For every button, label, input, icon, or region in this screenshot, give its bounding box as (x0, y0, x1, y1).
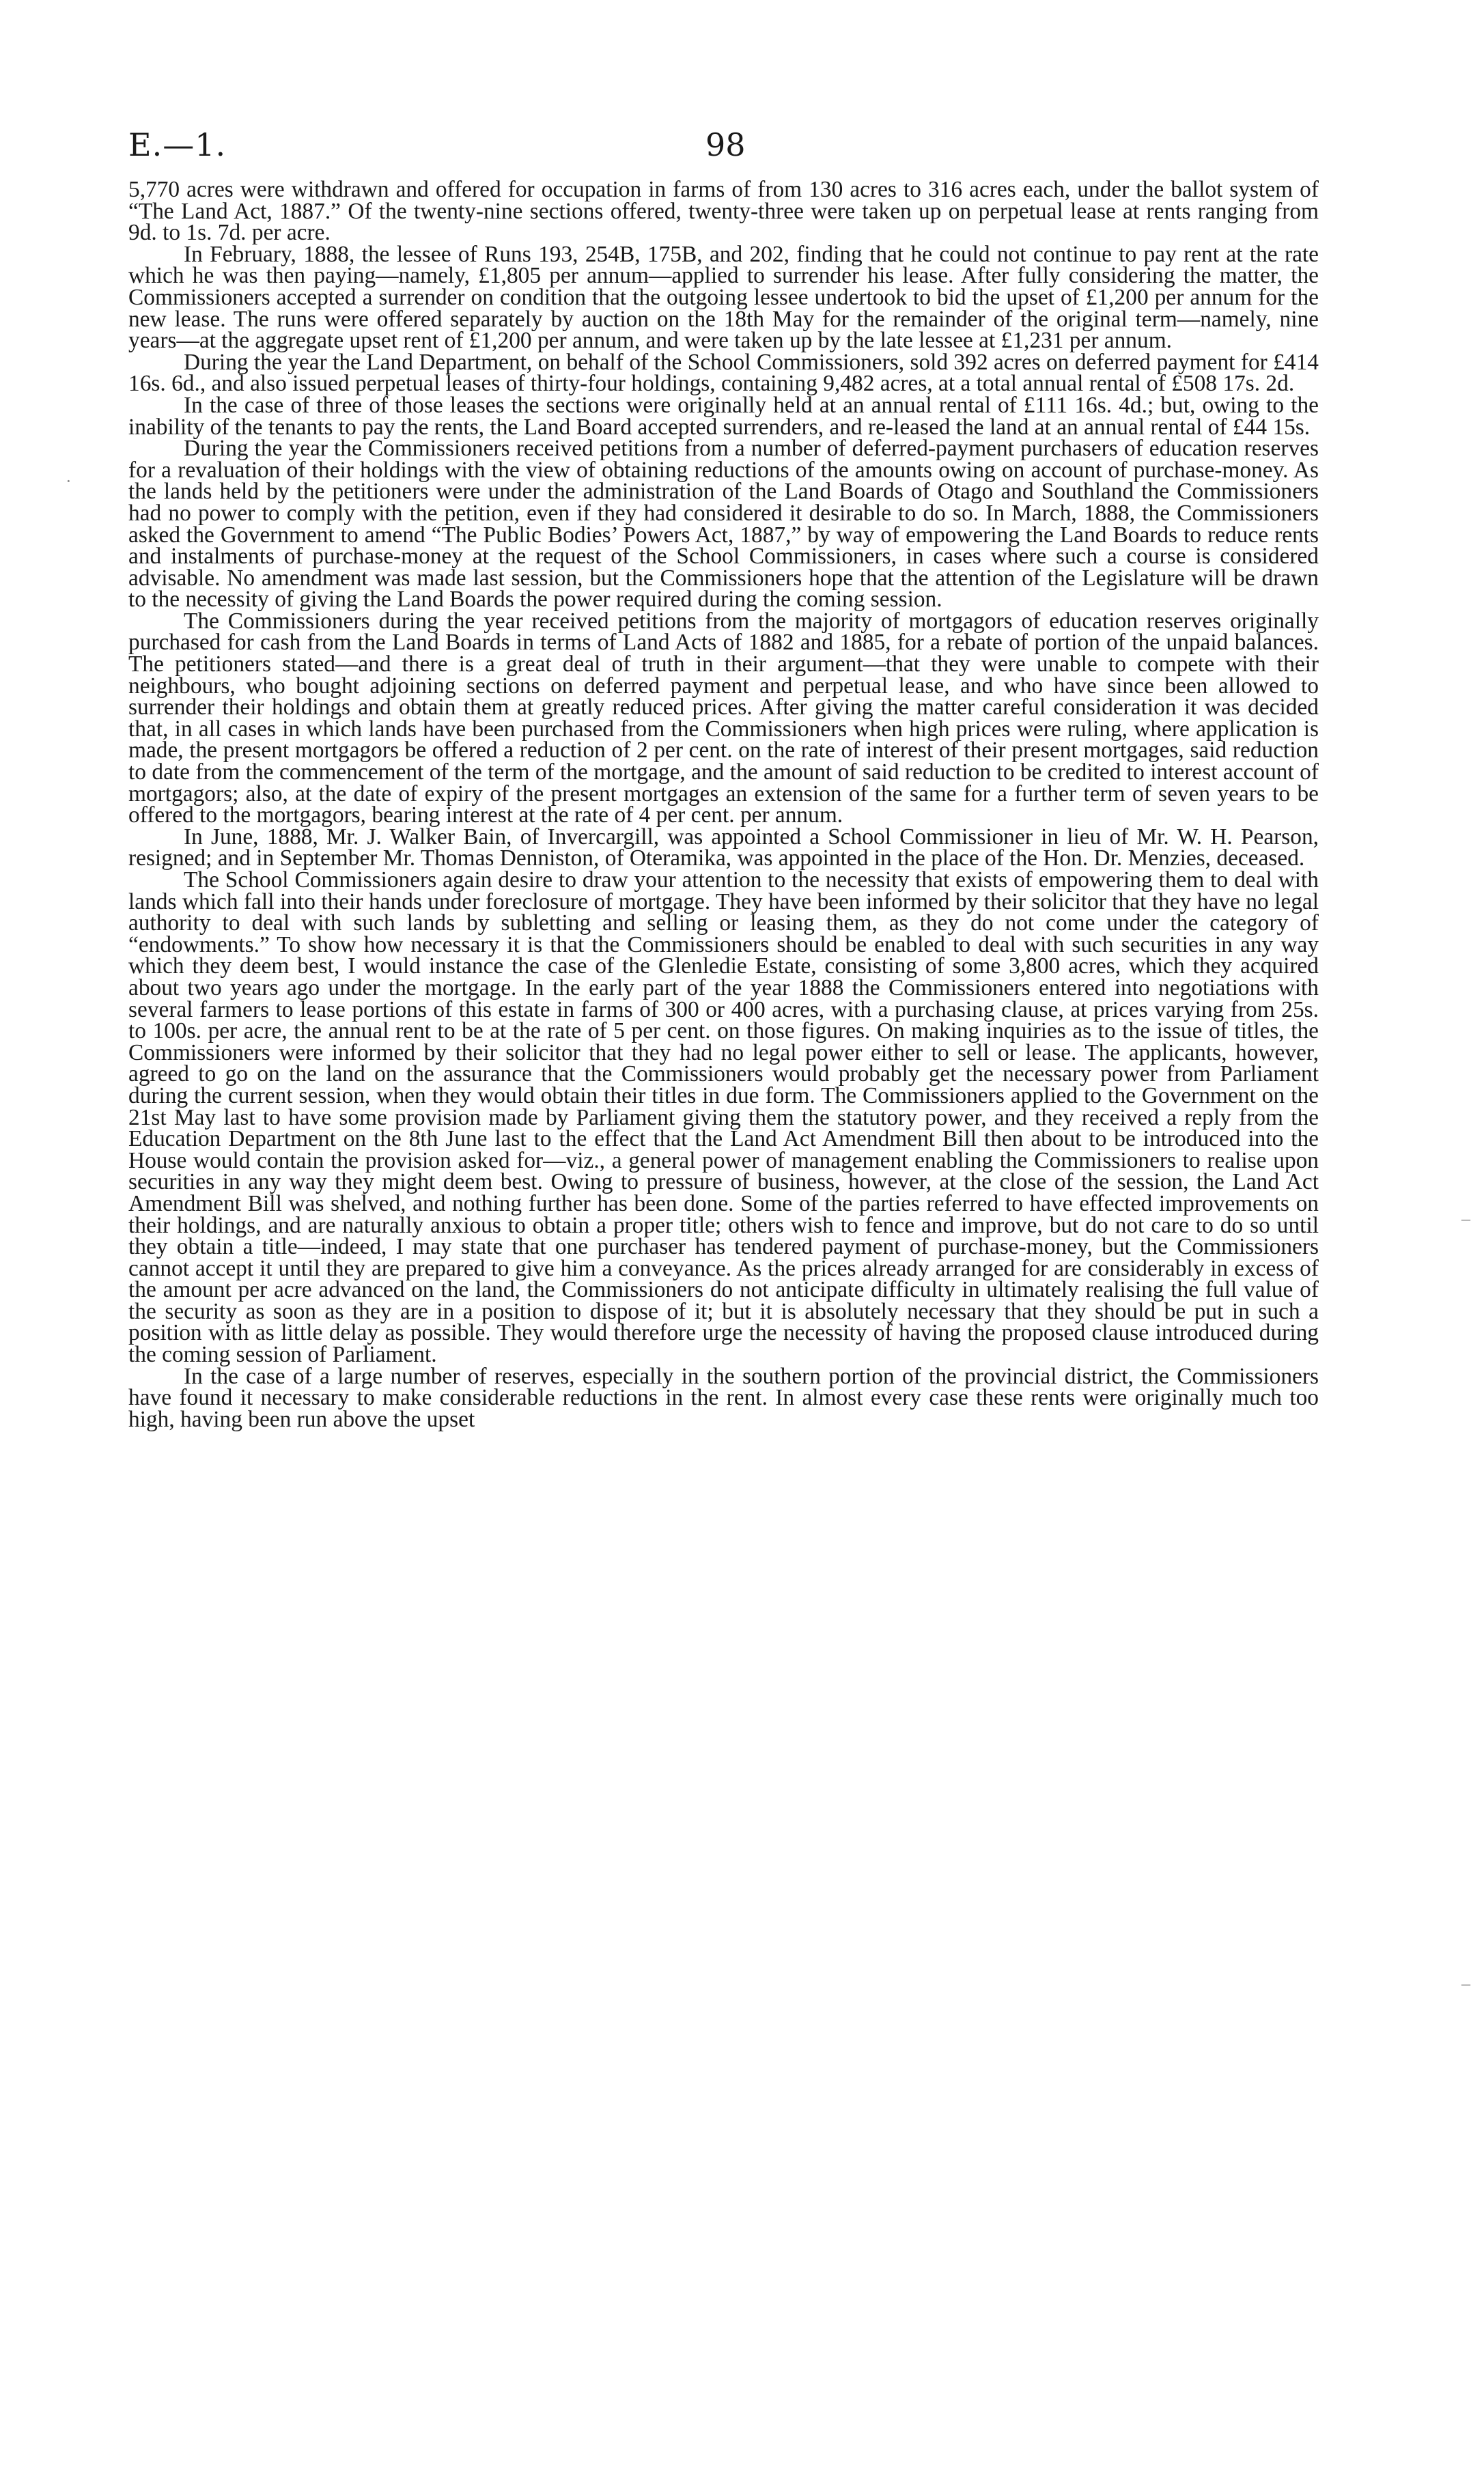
paragraph-1: 5,770 acres were withdrawn and offered for occupation in farms of from 130 acres to 316 acres each, under the ballot system of “The Land Act, 1887.” Of the twenty-nine sections offered, twenty-three were taken up on perpetual lease at rents ranging from 9d. to 1s. 7d. per acre. (128, 177, 1319, 246)
paragraph-4: In the case of three of those leases the sections were originally held at an annual rental of £111 16s. 4d.; but, owing to the inability of the tenants to pay the rents, the Land Board accepted surrenders, and re-leased the land at an annual rental of £44 15s. (128, 392, 1319, 440)
margin-dash-mark: – (1461, 1209, 1470, 1229)
margin-dot-mark: · (66, 471, 72, 491)
paragraph-9: In the case of a large number of reserves, especially in the southern portion of the provincial district, the Commissioners have found it necessary to make considerable reductions in the rent. In almost every case these rents were originally much too high, having been run above the upset (128, 1363, 1319, 1432)
body-text (128, 179, 1319, 1430)
paragraph-2: In February, 1888, the lessee of Runs 193, 254B, 175B, and 202, finding that he could not continue to pay rent at the rate which he was then paying—namely, £1,805 per annum—applied to surrender his lease. After fully considering the matter, the Commissioners accepted a surrender on condition that the outgoing lessee undertook to bid the upset of £1,200 per annum for the new lease. The runs were offered separately by auction on the 18th May for the remainder of the original term—namely, nine years—at the aggregate upset rent of £1,200 per annum, and were taken up by the late lessee at £1,231 per annum. (128, 241, 1319, 354)
page-number: 98 (705, 126, 746, 163)
document-code: E.—1. (128, 126, 227, 163)
margin-dash-mark-2: – (1461, 1974, 1470, 1993)
paragraph-6: The Commissioners during the year received petitions from the majority of mortgagors of education reserves originally purchased for cash from the Land Boards in terms of Land Acts of 1882 and 1885, for a rebate of portion of the unpaid balances. The petitioners stated—and there is a great deal of truth in their argument—that they were unable to compete with their neighbours, who bought adjoining sections on deferred payment and perpetual lease, and who have since been allowed to surrender their holdings and obtain them at greatly reduced prices. After giving the matter careful consideration it was decided that, in all cases in which lands have been purchased from the Commissioners when high prices were ruling, where application is made, the present mortgagors be offered a reduction of 2 per cent. on the rate of interest of their present mortgages, said reduction to date from the commencement of the term of the mortgage, and the amount of said reduction to be credited to interest account of mortgagors; also, at the date of expiry of the present mortgages an extension of the same for a further term of seven years to be offered to the mortgagors, bearing interest at the rate of 4 per cent. per annum. (128, 608, 1319, 828)
paragraph-5: During the year the Commissioners received petitions from a number of deferred-payment purchasers of education reserves for a revaluation of their holdings with the view of obtaining reductions of the amounts owing on account of purchase-money. As the lands held by the petitioners were under the administration of the Land Boards of Otago and Southland the Commissioners had no power to comply with the petition, even if they had considered it desirable to do so. In March, 1888, the Commissioners asked the Government to amend “The Public Bodies’ Powers Act, 1887,” by way of empowering the Land Boards to reduce rents and instalments of purchase-money at the request of the School Commissioners, in cases where such a course is considered advisable. No amendment was made last session, but the Commissioners hope that the attention of the Legislature will be drawn to the necessity of giving the Land Boards the power required during the coming session. (128, 436, 1319, 613)
paragraph-8: The School Commissioners again desire to draw your attention to the necessity that exists of empowering them to deal with lands which fall into their hands under foreclosure of mortgage. They have been informed by their solicitor that they have no legal authority to deal with such lands by subletting and selling or leasing them, as they do not come under the category of “endowments.” To show how necessary it is that the Commissioners should be enabled to deal with such securities in any way which they deem best, I would instance the case of the Glenledie Estate, consisting of some 3,800 acres, which they acquired about two years ago under the mortgage. In the early part of the year 1888 the Commissioners entered into negotiations with several farmers to lease portions of this estate in farms of 300 or 400 acres, with a purchasing clause, at prices varying from 25s. to 100s. per acre, the annual rent to be at the rate of 5 per cent. on those figures. On making inquiries as to the issue of titles, the Commissioners were informed by their solicitor that they had no legal power either to sell or lease. The applicants, however, agreed to go on the land on the assurance that the Commissioners would probably get the necessary power from Parliament during the current session, when they would obtain their titles in due form. The Commissioners applied to the Government on the 21st May last to have some provision made by Parliament giving them the statutory power, and they received a reply from the Education Department on the 8th June last to the effect that the Land Act Amendment Bill then about to be introduced into the House would contain the provision asked for—viz., a general power of management enabling the Commissioners to realise upon securities in any way they might deem best. Owing to pressure of business, however, at the close of the session, the Land Act Amendment Bill was shelved, and nothing further has been done. Some of the parties referred to have effected improvements on their holdings, and are naturally anxious to obtain a proper title; others wish to fence and improve, but do not care to do so until they obtain a title—indeed, I may state that one purchaser has tendered payment of purchase-money, but the Commissioners cannot accept it until they are prepared to give him a conveyance. As the prices already arranged for are considerably in excess of the amount per acre advanced on the land, the Commissioners do not anticipate difficulty in ultimately realising the full value of the security as soon as they are in a position to dispose of it; but it is absolutely necessary that they should be put in such a position with as little delay as possible. They would therefore urge the necessity of having the proposed clause introduced during the coming session of Parliament. (128, 867, 1319, 1368)
paragraph-3: During the year the Land Department, on behalf of the School Commissioners, sold 392 acres on deferred payment for £414 16s. 6d., and also issued perpetual leases of thirty-four holdings, containing 9,482 acres, at a total annual rental of £508 17s. 2d. (128, 349, 1319, 397)
paragraph-7: In June, 1888, Mr. J. Walker Bain, of Invercargill, was appointed a School Commissioner in lieu of Mr. W. H. Pearson, resigned; and in September Mr. Thomas Denniston, of Oteramika, was appointed in the place of the Hon. Dr. Menzies, deceased. (128, 824, 1319, 871)
page-header (128, 126, 1319, 167)
